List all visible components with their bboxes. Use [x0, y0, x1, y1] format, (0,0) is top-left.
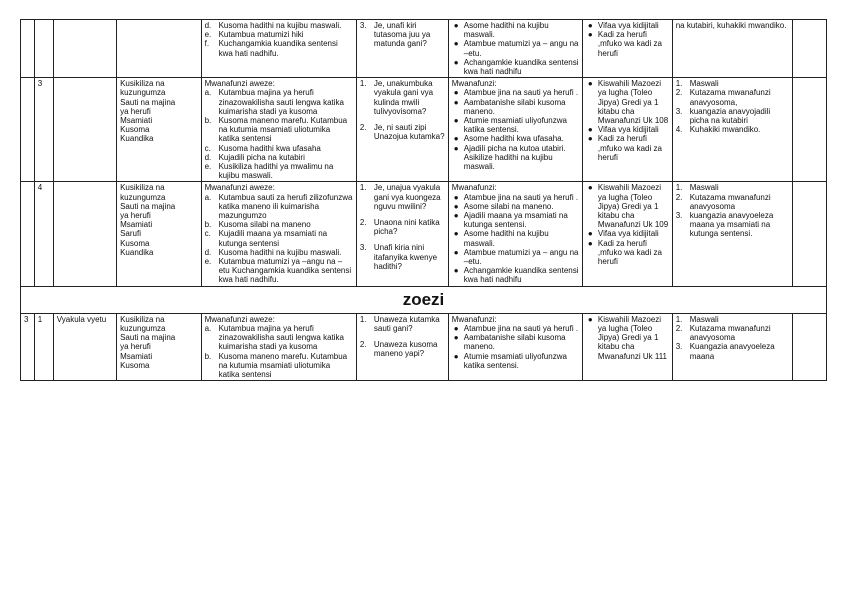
item-text: Asome hadithi na kujibu maswali. [463, 229, 549, 248]
lesson-number: 4 [37, 183, 43, 193]
item-text: Kutambua matumizi ya –angu na –etu Kuchangamkia kuandika sentensi kwa hati nadhifu. [218, 257, 352, 285]
item-text: Unaweza kusoma maneno yapi? [373, 340, 438, 359]
bullet-icon: ● [587, 229, 593, 239]
substrand-cell [117, 182, 202, 286]
questions-cell [356, 313, 448, 380]
item-text: Atumie msamiati uliyofunzwa katika sentensi. [463, 351, 567, 370]
lesson-row [21, 313, 827, 380]
bullet-icon: ● [453, 192, 459, 202]
item-text: Je, unakumbuka vyakula gani vya kulinda mwili tulivyovisoma? [373, 79, 434, 116]
item-text: Kusikiliza hadithi ya mwalimu na kujibu maswali. [218, 162, 334, 181]
week-cell [21, 78, 35, 182]
week-cell [21, 182, 35, 286]
substrand-line: Msamiati [120, 116, 153, 126]
lesson-number: 1 [37, 314, 43, 324]
item-marker: 1. [675, 183, 683, 193]
assessment-item [676, 183, 789, 192]
item-text: Asome silabi na maneno. [463, 201, 554, 211]
assessment-list [676, 183, 789, 238]
item-marker: e. [204, 30, 212, 40]
resource-item [586, 239, 669, 267]
substrand-line: Msamiati [120, 351, 153, 361]
substrand-line: Kusoma [120, 238, 150, 248]
item-text: Asome hadithi kwa ufasaha. [463, 134, 564, 144]
item-marker: e. [204, 257, 212, 267]
resource-item [586, 134, 669, 162]
bullet-icon: ● [453, 88, 459, 98]
questions-cell [356, 20, 448, 78]
resource-item [586, 21, 669, 30]
assessment-item [676, 79, 789, 88]
resource-item [586, 30, 669, 58]
activity-item [452, 144, 579, 172]
item-text: Kutazama mwanafunzi anavyosoma [689, 192, 771, 211]
strand-cell [53, 20, 116, 78]
key-questions-list [360, 21, 445, 49]
resource-item [586, 315, 669, 361]
item-marker: 4. [675, 125, 683, 135]
outcome-item [205, 229, 353, 247]
lesson-row [21, 78, 827, 182]
substrand-line: Kusikiliza na [120, 79, 165, 89]
lesson-row [21, 182, 827, 286]
item-text: Atambue jina na sauti ya herufi . [463, 323, 579, 333]
substrand-lines [120, 183, 198, 257]
strand-text: Vyakula vyetu [56, 314, 107, 324]
item-text: Vifaa vya kidijitali [597, 229, 659, 239]
substrand-line: Kuandika [120, 134, 154, 144]
item-marker: 2. [675, 88, 683, 98]
item-text: Atambue jina na sauti ya herufi . [463, 192, 579, 202]
activity-item [452, 134, 579, 143]
item-text: Kutazama mwanafunzi anavyosoma [689, 323, 771, 343]
bullet-icon: ● [587, 21, 593, 30]
item-text: Kuhakiki mwandiko. [689, 125, 761, 135]
activities-intro: Mwanafunzi: [451, 314, 497, 324]
item-text: Maswali [689, 183, 719, 193]
item-text: Atambue matumizi ya – angu na –etu. [463, 39, 579, 58]
item-marker: b. [204, 220, 212, 230]
activity-item [452, 193, 579, 202]
activity-item [452, 266, 579, 284]
item-marker: 3. [359, 21, 367, 30]
item-text: Unafi kiria nini itafanyika kwenye hadithi? [373, 243, 438, 271]
item-text: Kuangazia anavyoeleza maana [689, 342, 775, 361]
bullet-icon: ● [453, 201, 459, 211]
item-marker: 1. [675, 79, 683, 89]
outcomes-intro: Mwanafunzi aweze: [204, 314, 275, 324]
item-text: Kusoma hadithi na kujibu maswali. [218, 247, 342, 257]
item-marker: 2. [675, 192, 683, 202]
item-marker: 2. [359, 218, 367, 228]
substrand-lines [120, 315, 198, 370]
item-text: Asome hadithi na kujibu maswali. [463, 21, 549, 40]
outcomes-list [205, 21, 353, 58]
resources-list [586, 315, 669, 361]
resources-list [586, 183, 669, 266]
outcome-item [205, 352, 353, 380]
substrand-line: ya herufi [120, 342, 151, 352]
item-text: Unaona nini katika picha? [373, 218, 440, 237]
resources-cell [582, 313, 672, 380]
question-item [360, 218, 445, 236]
activity-item [452, 248, 579, 266]
item-marker: d. [204, 247, 212, 257]
activity-item [452, 352, 579, 370]
item-marker: 3. [359, 243, 367, 253]
outcomes-list [205, 88, 353, 180]
resources-cell [582, 78, 672, 182]
outcome-item [205, 153, 353, 162]
activity-item [452, 98, 579, 116]
outcome-item [205, 39, 353, 57]
item-text: kuangazia anavyoeleza maana ya msamiati na kutunga sentensi. [689, 211, 774, 239]
item-marker: b. [204, 116, 212, 126]
activity-item [452, 116, 579, 134]
activity-item [452, 324, 579, 333]
item-text: Je, ni sauti zipi Unazojua kutamka? [373, 123, 445, 142]
activities-cell [448, 20, 582, 78]
item-text: Kutambua sauti za herufi zilizofunzwa katika maneno ili kuimarisha mazungumzo [218, 192, 353, 221]
activities-intro: Mwanafunzi: [451, 183, 497, 193]
outcome-item [205, 144, 353, 153]
substrand-line: Sarufi [120, 229, 141, 239]
remarks-cell [793, 182, 827, 286]
item-text: Atambue jina na sauti ya herufi . [463, 88, 579, 98]
item-marker: 3. [675, 342, 683, 352]
item-text: Kadi za herufi ,mfuko wa kadi za herufi [597, 238, 662, 267]
item-marker: c. [204, 229, 211, 239]
outcomes-intro: Mwanafunzi aweze: [204, 183, 275, 193]
question-item [360, 21, 445, 49]
question-item [360, 183, 445, 211]
scheme-of-work-table [20, 19, 827, 381]
item-text: Atambue matumizi ya – angu na –etu. [463, 247, 579, 267]
scheme-of-work-page [20, 19, 827, 381]
bullet-icon: ● [587, 79, 593, 89]
activities-list [452, 88, 579, 171]
outcomes-intro: Mwanafunzi aweze: [204, 79, 275, 89]
assessment-item [676, 193, 789, 211]
item-text: Achangamkie kuandika sentensi kwa hati nadhifu [463, 57, 579, 77]
key-questions-list [360, 183, 445, 271]
activity-item [452, 21, 579, 39]
questions-cell [356, 78, 448, 182]
bullet-icon: ● [587, 30, 593, 40]
substrand-cell [117, 78, 202, 182]
bullet-icon: ● [453, 229, 459, 239]
outcomes-cell [201, 78, 356, 182]
outcome-item [205, 193, 353, 221]
table-body [21, 20, 827, 381]
bullet-icon: ● [587, 183, 593, 193]
week-cell [21, 313, 35, 380]
substrand-line: Kusikiliza na [120, 314, 165, 324]
bullet-icon: ● [587, 314, 593, 324]
resource-item [586, 125, 669, 134]
activities-list [452, 193, 579, 285]
bullet-icon: ● [453, 211, 459, 221]
substrand-line: Msamiati [120, 220, 153, 230]
lesson-cell [34, 20, 53, 78]
substrand-lines [120, 79, 198, 143]
outcome-item [205, 324, 353, 352]
substrand-line: Sauti na majina [120, 333, 176, 343]
item-marker: a. [204, 192, 212, 202]
item-text: Ajadili maana ya msamiati na kutunga sentensi. [463, 211, 568, 230]
item-marker: 1. [359, 314, 367, 324]
resources-cell [582, 20, 672, 78]
substrand-line: Kusoma [120, 125, 150, 135]
resources-cell [582, 182, 672, 286]
item-text: Kusoma silabi na maneno [218, 220, 311, 230]
item-text: Je, unajua vyakula gani vya kuongeza nguvu mwilini? [373, 183, 441, 211]
assessment-item [676, 324, 789, 342]
lesson-cell [34, 313, 53, 380]
outcomes-cell [201, 182, 356, 286]
item-text: Unaweza kutamka sauti gani? [373, 314, 440, 333]
outcomes-cell [201, 313, 356, 380]
outcome-item [205, 116, 353, 144]
activities-cell [448, 313, 582, 380]
bullet-icon: ● [453, 57, 459, 67]
assessment-item [676, 342, 789, 360]
activity-item [452, 39, 579, 57]
outcomes-list [205, 324, 353, 379]
lesson-cell [34, 182, 53, 286]
week-cell [21, 20, 35, 78]
item-text: kuangazia anavyojadili picha na kutabiri [689, 106, 771, 126]
activities-list [452, 324, 579, 370]
bullet-icon: ● [453, 134, 459, 144]
item-text: Kadi za herufi ,mfuko wa kadi za herufi [597, 30, 662, 58]
week-number: 3 [24, 314, 29, 324]
substrand-cell [117, 313, 202, 380]
remarks-cell [793, 78, 827, 182]
item-marker: a. [204, 323, 212, 333]
substrand-line: Sauti na majina [120, 97, 176, 107]
activities-intro: Mwanafunzi: [451, 79, 497, 89]
item-text: Kiswahili Mazoezi ya lugha (Toleo Jipya) Gredi ya 1 kitabu cha Mwanafunzi Uk 109 [597, 183, 669, 230]
item-marker: 2. [359, 123, 367, 133]
item-text: Aambatanishe silabi kusoma maneno. [463, 97, 566, 116]
resources-list [586, 79, 669, 162]
outcome-item [205, 21, 353, 30]
item-marker: 2. [359, 340, 367, 350]
item-marker: 1. [359, 183, 367, 193]
item-text: Kadi za herufi ,mfuko wa kadi za herufi [597, 134, 662, 162]
assessment-item [676, 211, 789, 239]
lesson-number: 3 [37, 79, 43, 89]
bullet-icon: ● [453, 247, 459, 257]
item-text: Atumie msamiati uliyofunzwa katika sentensi. [463, 116, 567, 135]
outcome-item [205, 257, 353, 285]
substrand-line: Kusoma [120, 360, 150, 370]
assessment-cell [672, 78, 792, 182]
question-item [360, 340, 445, 358]
outcome-item [205, 88, 353, 116]
outcome-item [205, 162, 353, 180]
item-text: Vifaa vya kidijitali [597, 21, 659, 30]
strand-cell [53, 182, 116, 286]
resource-item [586, 79, 669, 125]
item-marker: c. [204, 143, 211, 153]
resource-item [586, 183, 669, 229]
outcomes-list [205, 193, 353, 285]
item-text: Je, unafi kiri tutasoma juu ya matunda gani? [373, 21, 431, 49]
bullet-icon: ● [453, 143, 459, 153]
resources-list [586, 21, 669, 58]
bullet-icon: ● [587, 125, 593, 135]
outcome-item [205, 220, 353, 229]
assessment-list [676, 79, 789, 134]
item-marker: 1. [359, 79, 367, 89]
bullet-icon: ● [453, 333, 459, 343]
key-questions-list [360, 79, 445, 141]
assessment-text: na kutabiri, kuhakiki mwandiko. [675, 21, 787, 30]
activity-item [452, 88, 579, 97]
zoezi-row [21, 286, 827, 313]
activities-list [452, 21, 579, 76]
remarks-cell [793, 313, 827, 380]
item-text: Maswali [689, 314, 719, 324]
item-text: Kusoma hadithi kwa ufasaha [218, 143, 321, 153]
item-marker: 3. [675, 106, 683, 116]
activity-item [452, 211, 579, 229]
key-questions-list [360, 315, 445, 359]
assessment-item [676, 315, 789, 324]
activities-cell [448, 182, 582, 286]
bullet-icon: ● [453, 21, 459, 30]
substrand-line: kuzungumza [120, 323, 166, 333]
lesson-cell [34, 78, 53, 182]
substrand-line: ya herufi [120, 211, 151, 221]
item-text: Kutazama mwanafunzi anavyosoma, [689, 88, 771, 107]
substrand-line: Kusikiliza na [120, 183, 165, 193]
activity-item [452, 229, 579, 247]
activity-item [452, 202, 579, 211]
lesson-row [21, 20, 827, 78]
question-item [360, 79, 445, 116]
activity-item [452, 333, 579, 351]
item-marker: 2. [675, 323, 683, 333]
resource-item [586, 229, 669, 238]
zoezi-heading: zoezi [21, 286, 827, 313]
item-marker: 3. [675, 211, 683, 221]
item-text: Kutambua majina ya herufi zinazowakilisha sauti lengwa katika kuimarisha stadi ya kusoma [218, 323, 344, 352]
bullet-icon: ● [453, 39, 459, 49]
activities-cell [448, 78, 582, 182]
assessment-cell [672, 313, 792, 380]
bullet-icon: ● [453, 97, 459, 107]
substrand-line: kuzungumza [120, 192, 166, 202]
item-text: Achangamkie kuandika sentensi kwa hati nadhifu [463, 266, 579, 285]
item-text: Kiswahili Mazoezi ya lugha (Toleo Jipya) Gredi ya 1 kitabu cha Mwanafunzi Uk 111 [597, 314, 667, 361]
substrand-cell [117, 20, 202, 78]
item-text: Kusoma maneno marefu. Kutambua na kutumia msamiati uliotumika katika sentensi [218, 351, 348, 379]
item-text: Ajadili picha na kutoa utabiri. Asikilize hadithi na kujibu maswali. [463, 143, 566, 172]
substrand-line: Sauti na majina [120, 201, 176, 211]
item-text: Maswali [689, 79, 719, 89]
remarks-cell [793, 20, 827, 78]
strand-cell [53, 313, 116, 380]
activity-item [452, 58, 579, 76]
bullet-icon: ● [453, 116, 459, 126]
item-marker: d. [204, 152, 212, 162]
item-text: Kutambua majina ya herufi zinazowakilisha sauti lengwa katika kuimarisha stadi ya kusoma [218, 88, 344, 116]
substrand-line: kuzungumza [120, 88, 166, 98]
item-text: Vifaa vya kidijitali [597, 125, 659, 135]
outcomes-cell [201, 20, 356, 78]
item-text: Aambatanishe silabi kusoma maneno. [463, 333, 566, 352]
assessment-list [676, 315, 789, 361]
assessment-cell [672, 182, 792, 286]
assessment-item [676, 88, 789, 106]
question-item [360, 243, 445, 271]
questions-cell [356, 182, 448, 286]
item-marker: 1. [675, 314, 683, 324]
bullet-icon: ● [587, 134, 593, 144]
strand-cell [53, 78, 116, 182]
assessment-item [676, 107, 789, 125]
bullet-icon: ● [453, 266, 459, 276]
item-text: Kuchangamkia kuandika sentensi kwa hati nadhifu. [218, 39, 338, 58]
item-text: Kujadili picha na kutabiri [218, 152, 305, 162]
assessment-cell [672, 20, 792, 78]
item-text: Kiswahili Mazoezi ya lugha (Toleo Jipya) Gredi ya 1 kitabu cha Mwanafunzi Uk 108 [597, 79, 669, 126]
question-item [360, 315, 445, 333]
item-text: Kusoma hadithi na kujibu maswali. [218, 21, 342, 30]
item-marker: b. [204, 351, 212, 361]
substrand-line: Kuandika [120, 247, 154, 257]
bullet-icon: ● [587, 238, 593, 248]
item-marker: a. [204, 88, 212, 98]
bullet-icon: ● [453, 351, 459, 361]
item-marker: f. [204, 39, 210, 49]
question-item [360, 123, 445, 141]
assessment-item [676, 125, 789, 134]
item-marker: e. [204, 162, 212, 172]
bullet-icon: ● [453, 323, 459, 333]
item-text: Kutambua matumizi hiki [218, 30, 304, 40]
substrand-line: ya herufi [120, 106, 151, 116]
outcome-item [205, 248, 353, 257]
item-text: Kusoma maneno marefu. Kutambua na kutumia msamiati uliotumika katika sentensi [218, 116, 348, 144]
outcome-item [205, 30, 353, 39]
item-text: Kujadili maana ya msamiati na kutunga sentensi [218, 229, 328, 248]
item-marker: d. [204, 21, 212, 30]
